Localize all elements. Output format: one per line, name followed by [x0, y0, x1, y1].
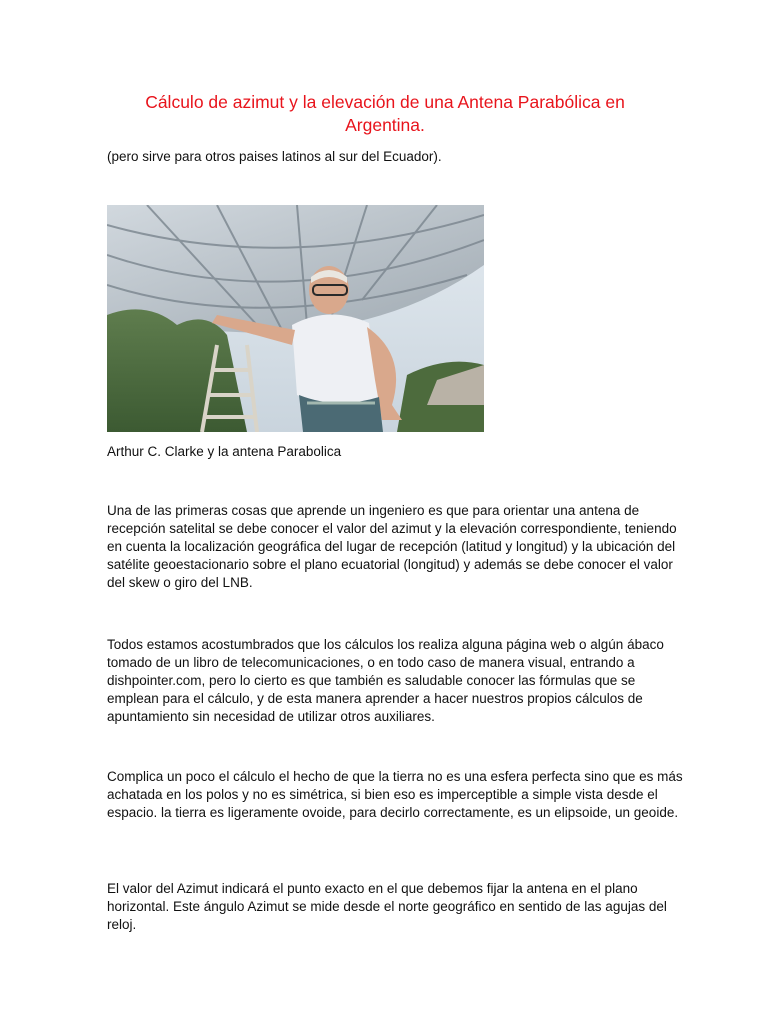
page-title: Cálculo de azimut y la elevación de una Antena Parabólica en Argentina. — [145, 92, 625, 135]
dish-photo-illustration — [107, 205, 484, 432]
image-caption: Arthur C. Clarke y la antena Parabolica — [107, 444, 342, 459]
paragraph-2: Todos estamos acostumbrados que los cálculos los realiza alguna página web o algún ábaco tomado de un libro de telecomunicaciones, o en todo caso de manera visual, entrando a dishpointer.com, pero lo cierto es que también es saludable conocer las fórmulas que se emplean para el cálculo, y de esta manera aprender a hacer nuestros propios cálculos de apuntamiento sin necesidad de utilizar otros auxiliares. — [107, 637, 664, 724]
page-subtitle: (pero sirve para otros paises latinos al sur del Ecuador). — [107, 149, 442, 164]
paragraph-3: Complica un poco el cálculo el hecho de que la tierra no es una esfera perfecta sino que es más achatada en los polos y no es simétrica, si bien eso es imperceptible a simple vista desde el espacio. la tierra es ligeramente ovoide, para decirlo correctamente, es un elipsoide, un geoide. — [107, 769, 683, 820]
paragraph-1: Una de las primeras cosas que aprende un ingeniero es que para orientar una antena de recepción satelital se debe conocer el valor del azimut y la elevación correspondiente, teniendo en cuenta la localización geográfica del lugar de recepción (latitud y longitud) y la ubicación del satélite geoestacionario sobre el plano ecuatorial (longitud) y además se debe conocer el valor del skew o giro del LNB. — [107, 503, 677, 590]
satellite-dish-photo — [107, 205, 484, 432]
paragraph-4: El valor del Azimut indicará el punto exacto en el que debemos fijar la antena en el plano horizontal. Este ángulo Azimut se mide desde el norte geográfico en sentido de las agujas del reloj. — [107, 881, 667, 932]
